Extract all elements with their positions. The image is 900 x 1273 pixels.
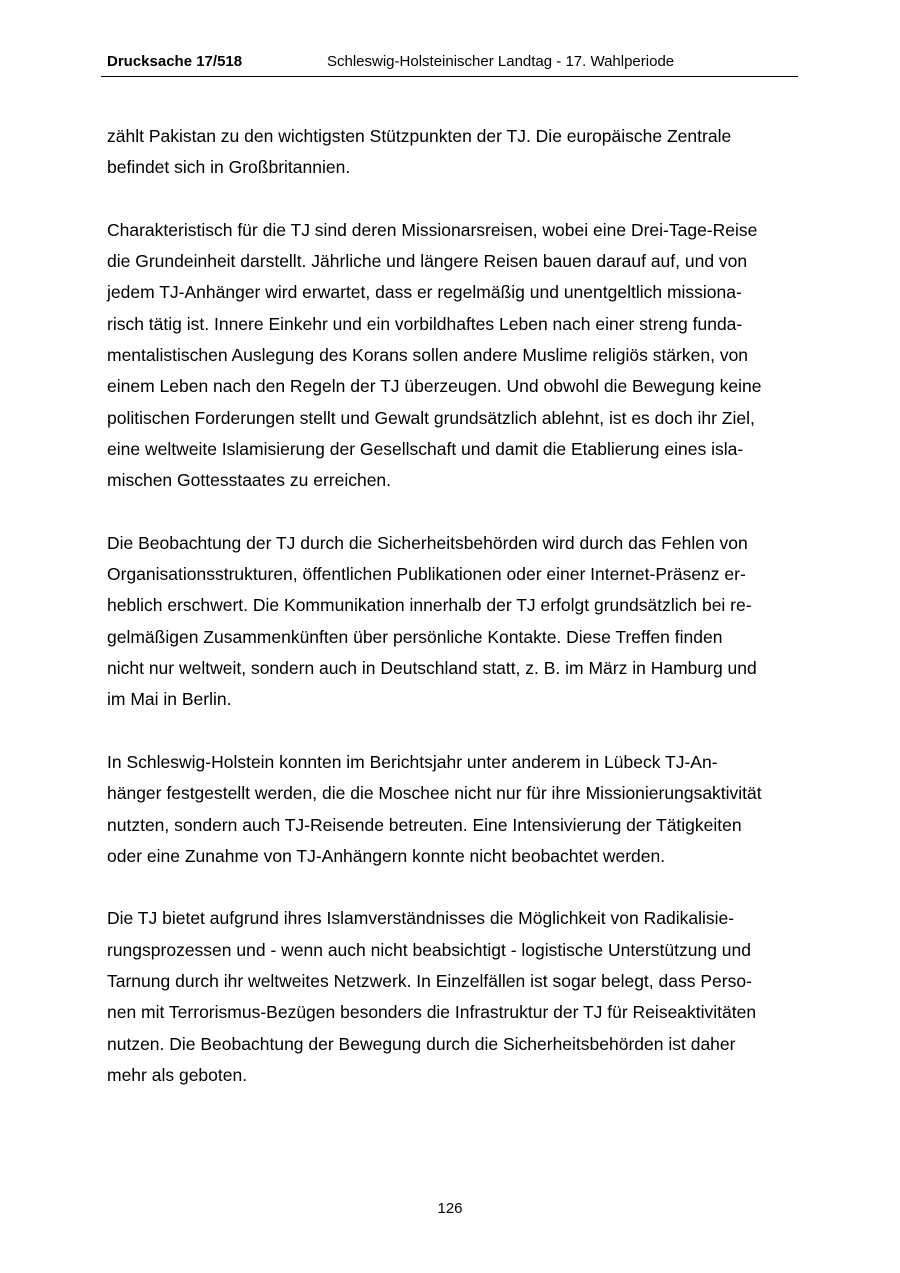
text-line: eine weltweite Islamisierung der Gesellschaft und damit die Etablierung eines isla-: [107, 438, 744, 459]
text-line: im Mai in Berlin.: [107, 689, 232, 710]
text-line: zählt Pakistan zu den wichtigsten Stützpunkten der TJ. Die europäische Zentrale: [107, 126, 732, 146]
text-line: rungsprozessen und - wenn auch nicht beabsichtigt - logistische Unterstützung und: [107, 939, 751, 960]
page-number: 126: [437, 1200, 463, 1217]
text-line: oder eine Zunahme von TJ-Anhängern konnte nicht beobachtet werden.: [107, 845, 666, 866]
paragraph: [107, 121, 807, 184]
text-line: nutzen. Die Beobachtung der Bewegung durch die Sicherheitsbehörden ist daher: [107, 1033, 736, 1054]
text-line: Die TJ bietet aufgrund ihres Islamverständnisses die Möglichkeit von Radikalisie-: [107, 908, 735, 929]
text-line: nen mit Terrorismus-Bezügen besonders die Infrastruktur der TJ für Reiseaktivitäten: [107, 1002, 757, 1023]
text-line: gelmäßigen Zusammenkünften über persönliche Kontakte. Diese Treffen finden: [107, 626, 723, 647]
text-line: Charakteristisch für die TJ sind deren Missionarsreisen, wobei eine Drei-Tage-Reise: [107, 219, 758, 240]
text-line: risch tätig ist. Innere Einkehr und ein vorbildhaftes Leben nach einer streng funda-: [107, 313, 743, 334]
text-line: jedem TJ-Anhänger wird erwartet, dass er regelmäßig und unentgeltlich missiona-: [107, 282, 742, 303]
text-line: befindet sich in Großbritannien.: [107, 157, 351, 178]
text-line: hänger festgestellt werden, die die Moschee nicht nur für ihre Missionierungsaktivität: [107, 783, 762, 804]
text-line: Organisationsstrukturen, öffentlichen Publikationen oder einer Internet-Präsenz er-: [107, 564, 746, 585]
text-line: mehr als geboten.: [107, 1064, 248, 1085]
text-line: politischen Forderungen stellt und Gewalt grundsätzlich ablehnt, ist es doch ihr Ziel,: [107, 407, 755, 428]
text-line: die Grundeinheit darstellt. Jährliche und längere Reisen bauen darauf auf, und von: [107, 251, 748, 272]
text-line: Die Beobachtung der TJ durch die Sicherheitsbehörden wird durch das Fehlen von: [107, 532, 748, 553]
paragraph: [107, 215, 807, 497]
document-number: Drucksache 17/518: [107, 53, 243, 70]
text-line: einem Leben nach den Regeln der TJ überzeugen. Und obwohl die Bewegung keine: [107, 376, 762, 397]
text-line: nutzten, sondern auch TJ-Reisende betreuten. Eine Intensivierung der Tätigkeiten: [107, 814, 742, 835]
page-header: [101, 52, 798, 77]
paragraph: [107, 528, 807, 716]
document-body: [107, 121, 807, 1123]
paragraph: [107, 747, 807, 872]
text-line: heblich erschwert. Die Kommunikation innerhalb der TJ erfolgt grundsätzlich bei re-: [107, 595, 752, 616]
text-line: mentalistischen Auslegung des Korans sollen andere Muslime religiös stärken, von: [107, 345, 749, 366]
text-line: mischen Gottesstaates zu erreichen.: [107, 470, 392, 491]
header-title: Schleswig-Holsteinischer Landtag - 17. Wahlperiode: [327, 53, 675, 70]
text-line: In Schleswig-Holstein konnten im Berichtsjahr unter anderem in Lübeck TJ-An-: [107, 751, 718, 772]
paragraph: [107, 903, 807, 1091]
text-line: nicht nur weltweit, sondern auch in Deutschland statt, z. B. im März in Hamburg und: [107, 658, 757, 679]
text-line: Tarnung durch ihr weltweites Netzwerk. In Einzelfällen ist sogar belegt, dass Perso-: [107, 971, 752, 992]
